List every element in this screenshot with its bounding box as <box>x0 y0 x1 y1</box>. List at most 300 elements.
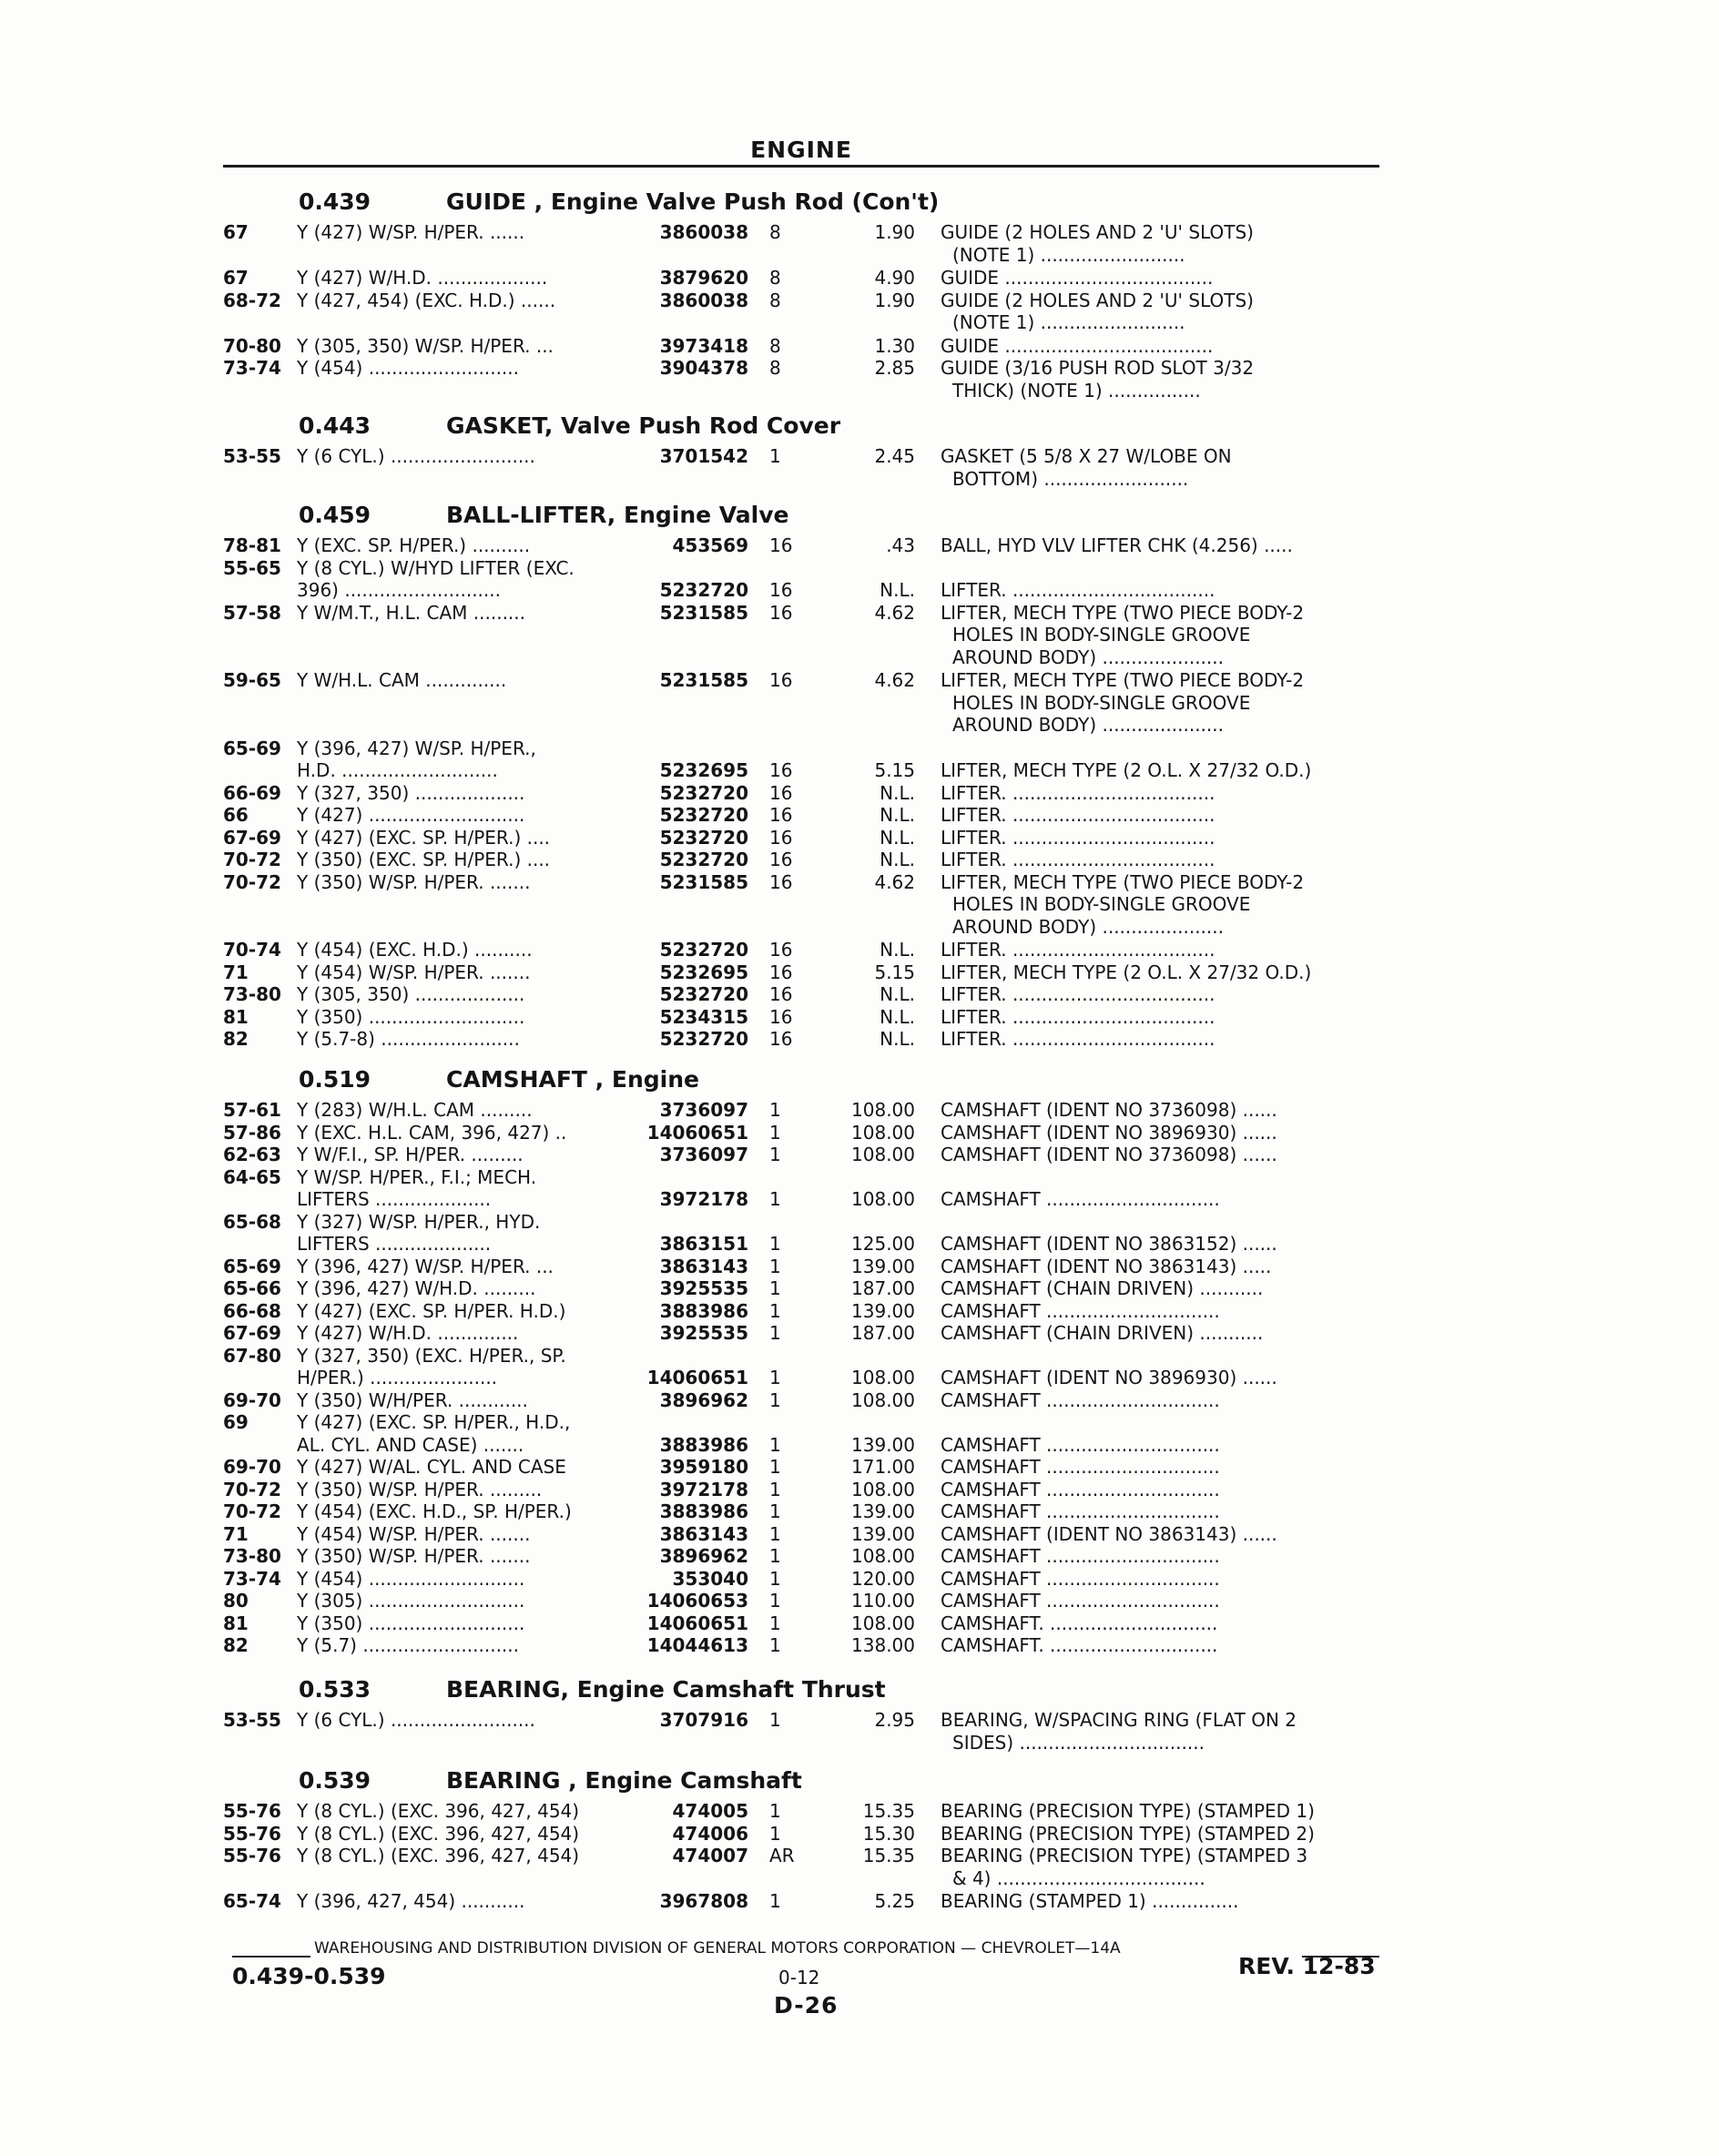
description: CAMSHAFT .............................. <box>941 1500 1220 1522</box>
description: CAMSHAFT .............................. <box>941 1188 1220 1210</box>
description-line <box>0 1522 1719 1546</box>
model-years: 65-68 <box>223 1210 281 1233</box>
part-number: 14060651 <box>646 1121 748 1144</box>
section-number: 0.519 <box>299 1066 371 1093</box>
description-line <box>0 1433 1719 1457</box>
model-years: 73-74 <box>223 357 281 379</box>
quantity: 16 <box>769 961 793 983</box>
description: LIFTER. ................................... <box>941 849 1216 870</box>
description: BEARING (PRECISION TYPE) (STAMPED 3 <box>941 1845 1308 1866</box>
application: Y (6 CYL.) ......................... <box>297 445 535 467</box>
part-number: 5232695 <box>659 961 748 983</box>
part-number: 3925535 <box>659 1277 748 1299</box>
list-price: 108.00 <box>851 1099 915 1121</box>
part-number: 3736097 <box>659 1144 748 1165</box>
application: Y (327, 350) (EXC. H/PER., SP. <box>297 1344 566 1367</box>
application: Y (427) (EXC. SP. H/PER.) .... <box>297 826 551 849</box>
model-years: 70-72 <box>223 849 281 870</box>
quantity: 1 <box>769 1255 781 1277</box>
quantity: 1 <box>769 1709 781 1731</box>
description-line <box>0 1187 1719 1211</box>
model-years: 66-69 <box>223 781 281 804</box>
description: LIFTER. ................................... <box>941 939 1216 961</box>
description-line <box>0 1889 1719 1913</box>
description-line <box>0 356 1719 380</box>
application: Y (427) W/AL. CYL. AND CASE <box>297 1456 566 1478</box>
parts-row <box>0 1344 1719 1368</box>
description-line <box>0 982 1719 1006</box>
list-price: 139.00 <box>851 1299 915 1322</box>
quantity: 1 <box>769 1634 781 1656</box>
list-price: 4.62 <box>874 601 915 624</box>
part-number: 5234315 <box>659 1005 748 1028</box>
list-price: 187.00 <box>851 1322 915 1344</box>
list-price: 15.30 <box>862 1822 915 1845</box>
application: LIFTERS .................... <box>297 1188 492 1210</box>
description: LIFTER. ................................... <box>941 983 1216 1005</box>
description-line <box>0 1143 1719 1166</box>
description: CAMSHAFT (IDENT NO 3896930) ...... <box>941 1121 1277 1144</box>
part-number: 5232720 <box>659 804 748 826</box>
list-price: 108.00 <box>851 1545 915 1567</box>
application: Y (427, 454) (EXC. H.D.) ...... <box>297 289 556 311</box>
section-header <box>0 412 1719 441</box>
description: GASKET (5 5/8 X 27 W/LOBE ON <box>941 445 1232 467</box>
part-number: 3863143 <box>659 1255 748 1277</box>
part-number: 3904378 <box>659 357 748 379</box>
description-line <box>0 646 1719 669</box>
description-line <box>0 691 1719 715</box>
description: LIFTER, MECH TYPE (TWO PIECE BODY-2 <box>941 870 1305 893</box>
description: LIFTER, MECH TYPE (2 O.L. X 27/32 O.D.) <box>941 961 1312 983</box>
application: Y (427) ........................... <box>297 804 525 826</box>
description: SIDES) ................................ <box>952 1731 1205 1754</box>
description: HOLES IN BODY-SINGLE GROOVE <box>952 691 1251 714</box>
description: THICK) (NOTE 1) ................ <box>952 379 1201 402</box>
part-number: 3860038 <box>659 289 748 311</box>
part-number: 5231585 <box>659 669 748 691</box>
list-price: 1.90 <box>874 221 915 243</box>
list-price: 108.00 <box>851 1478 915 1500</box>
description-line <box>0 467 1719 491</box>
application: Y (327) W/SP. H/PER., HYD. <box>297 1210 541 1233</box>
description: HOLES IN BODY-SINGLE GROOVE <box>952 893 1251 915</box>
application: Y (5.7-8) ........................ <box>297 1028 520 1050</box>
description: GUIDE (2 HOLES AND 2 'U' SLOTS) <box>941 289 1254 311</box>
description-line <box>0 534 1719 557</box>
description-line <box>0 1255 1719 1278</box>
application: Y (350) ........................... <box>297 1005 525 1028</box>
quantity: 1 <box>769 1890 781 1912</box>
application: Y (5.7) ........................... <box>297 1634 519 1656</box>
quantity: 1 <box>769 1567 781 1590</box>
application: Y (427) (EXC. SP. H/PER. H.D.) <box>297 1299 566 1322</box>
model-years: 64-65 <box>223 1165 281 1188</box>
description-line <box>0 1589 1719 1612</box>
quantity: 1 <box>769 1367 781 1388</box>
description-line <box>0 938 1719 961</box>
description-line <box>0 379 1719 402</box>
model-years: 73-80 <box>223 983 281 1005</box>
description-line <box>0 668 1719 692</box>
application: Y (427) W/SP. H/PER. ...... <box>297 221 525 243</box>
quantity: 16 <box>769 983 793 1005</box>
description: CAMSHAFT (IDENT NO 3863143) ..... <box>941 1255 1272 1277</box>
quantity: 16 <box>769 669 793 691</box>
quantity: 1 <box>769 1800 781 1822</box>
part-number: 3967808 <box>659 1890 748 1912</box>
application: Y W/SP. H/PER., F.I.; MECH. <box>297 1165 537 1188</box>
model-years: 57-58 <box>223 601 281 624</box>
list-price: .43 <box>886 534 915 556</box>
quantity: 16 <box>769 939 793 961</box>
description-line <box>0 1708 1719 1732</box>
section-number: 0.443 <box>299 412 371 439</box>
application: H/PER.) ...................... <box>297 1367 498 1388</box>
quantity: 16 <box>769 781 793 804</box>
model-years: 67-69 <box>223 1322 281 1344</box>
model-years: 66 <box>223 804 249 826</box>
description: BEARING (STAMPED 1) ............... <box>941 1890 1239 1912</box>
application: Y W/H.L. CAM .............. <box>297 669 507 691</box>
quantity: 1 <box>769 1456 781 1478</box>
model-years: 68-72 <box>223 289 281 311</box>
model-years: 66-68 <box>223 1299 281 1322</box>
header-rule <box>223 165 1379 168</box>
section-header <box>0 1065 1719 1094</box>
parts-row <box>0 556 1719 580</box>
model-years: 65-66 <box>223 1277 281 1299</box>
application: Y (396, 427) W/H.D. ......... <box>297 1277 536 1299</box>
section-number: 0.533 <box>299 1676 371 1703</box>
description-line <box>0 961 1719 984</box>
description-line <box>0 1005 1719 1029</box>
application: Y (EXC. SP. H/PER.) .......... <box>297 534 531 556</box>
description: CAMSHAFT (IDENT NO 3863143) ...... <box>941 1522 1277 1545</box>
model-years: 55-65 <box>223 556 281 579</box>
parts-row <box>0 1165 1719 1189</box>
part-number: 14044613 <box>646 1634 748 1656</box>
model-years: 81 <box>223 1005 249 1028</box>
part-number: 474007 <box>672 1845 748 1866</box>
quantity: 1 <box>769 1612 781 1634</box>
list-price: 108.00 <box>851 1367 915 1388</box>
application: Y (8 CYL.) (EXC. 396, 427, 454) <box>297 1822 580 1845</box>
model-years: 69 <box>223 1411 249 1433</box>
application: Y (427) (EXC. SP. H/PER., H.D., <box>297 1411 571 1433</box>
list-price: 15.35 <box>862 1800 915 1822</box>
parts-row <box>0 737 1719 760</box>
description-line <box>0 781 1719 805</box>
quantity: 1 <box>769 1545 781 1567</box>
part-number: 3707916 <box>659 1709 748 1731</box>
quantity: 16 <box>769 804 793 826</box>
application: Y (454) .......................... <box>297 357 520 379</box>
list-price: 125.00 <box>851 1233 915 1255</box>
part-number: 5231585 <box>659 870 748 893</box>
quantity: 1 <box>769 1822 781 1845</box>
model-years: 65-69 <box>223 1255 281 1277</box>
part-number: 5232720 <box>659 849 748 870</box>
list-price: 138.00 <box>851 1634 915 1656</box>
description-line <box>0 310 1719 334</box>
part-number: 5232720 <box>659 939 748 961</box>
list-price: N.L. <box>880 983 915 1005</box>
description: CAMSHAFT .............................. <box>941 1567 1220 1590</box>
description: GUIDE .................................... <box>941 334 1214 357</box>
quantity: 16 <box>769 826 793 849</box>
description: CAMSHAFT .............................. <box>941 1388 1220 1411</box>
footer-group-range: 0.439-0.539 <box>232 1963 386 1989</box>
part-number: 3973418 <box>659 334 748 357</box>
description-line <box>0 1731 1719 1754</box>
description-line <box>0 1121 1719 1144</box>
part-number: 5232720 <box>659 1028 748 1050</box>
page-title: ENGINE <box>750 137 852 163</box>
quantity: 1 <box>769 1099 781 1121</box>
application: Y (8 CYL.) (EXC. 396, 427, 454) <box>297 1845 580 1866</box>
quantity: 16 <box>769 870 793 893</box>
description-line <box>0 870 1719 894</box>
part-number: 3925535 <box>659 1322 748 1344</box>
section-header <box>0 501 1719 530</box>
quantity: 1 <box>769 1433 781 1456</box>
description: BEARING, W/SPACING RING (FLAT ON 2 <box>941 1709 1297 1731</box>
application: Y (283) W/H.L. CAM ......... <box>297 1099 533 1121</box>
description-line <box>0 892 1719 916</box>
application: Y (8 CYL.) W/HYD LIFTER (EXC. <box>297 556 575 579</box>
model-years: 73-80 <box>223 1545 281 1567</box>
description: CAMSHAFT .............................. <box>941 1299 1220 1322</box>
description: CAMSHAFT .............................. <box>941 1590 1220 1612</box>
part-number: 5232720 <box>659 983 748 1005</box>
part-number: 453569 <box>672 534 748 556</box>
quantity: 16 <box>769 1028 793 1050</box>
parts-row <box>0 1210 1719 1234</box>
description: (NOTE 1) ......................... <box>952 243 1185 266</box>
application: Y (350) W/SP. H/PER. ......... <box>297 1478 543 1500</box>
description: (NOTE 1) ......................... <box>952 311 1185 333</box>
description-line <box>0 601 1719 625</box>
list-price: 139.00 <box>851 1500 915 1522</box>
list-price: N.L. <box>880 804 915 826</box>
description-line <box>0 1276 1719 1300</box>
description-line <box>0 1299 1719 1323</box>
application: Y W/F.I., SP. H/PER. ......... <box>297 1144 524 1165</box>
description: AROUND BODY) ..................... <box>952 646 1224 668</box>
application: AL. CYL. AND CASE) ....... <box>297 1433 524 1456</box>
part-number: 5232695 <box>659 759 748 781</box>
application: Y (454) W/SP. H/PER. ....... <box>297 961 531 983</box>
description: CAMSHAFT (IDENT NO 3736098) ...... <box>941 1144 1277 1165</box>
section-name: BALL-LIFTER, Engine Valve <box>446 502 789 528</box>
description: & 4) .................................... <box>952 1866 1205 1889</box>
application: 396) ........................... <box>297 579 501 601</box>
part-number: 5232720 <box>659 781 748 804</box>
application: Y (396, 427, 454) ........... <box>297 1890 525 1912</box>
quantity: 1 <box>769 1188 781 1210</box>
list-price: 5.15 <box>874 759 915 781</box>
description-line <box>0 1478 1719 1501</box>
part-number: 5232720 <box>659 579 748 601</box>
parts-row <box>0 1410 1719 1434</box>
application: Y (8 CYL.) (EXC. 396, 427, 454) <box>297 1800 580 1822</box>
list-price: 120.00 <box>851 1567 915 1590</box>
model-years: 53-55 <box>223 1709 281 1731</box>
footer-revision: REV. 12-83 <box>1238 1953 1376 1979</box>
section-number: 0.459 <box>299 502 371 528</box>
application: Y (305) ........................... <box>297 1590 525 1612</box>
description: CAMSHAFT .............................. <box>941 1545 1220 1567</box>
part-number: 3883986 <box>659 1299 748 1322</box>
part-number: 3883986 <box>659 1433 748 1456</box>
description-line <box>0 915 1719 939</box>
model-years: 70-74 <box>223 939 281 961</box>
description: LIFTER. ................................... <box>941 1028 1216 1050</box>
model-years: 70-80 <box>223 334 281 357</box>
section-header <box>0 1766 1719 1795</box>
model-years: 82 <box>223 1028 249 1050</box>
section-name: CAMSHAFT , Engine <box>446 1066 699 1093</box>
part-number: 14060651 <box>646 1612 748 1634</box>
section-number: 0.439 <box>299 188 371 215</box>
description-line <box>0 1633 1719 1657</box>
quantity: 16 <box>769 534 793 556</box>
quantity: 8 <box>769 289 781 311</box>
model-years: 55-76 <box>223 1800 281 1822</box>
page-number: D-26 <box>774 1992 839 2019</box>
list-price: 4.62 <box>874 870 915 893</box>
part-number: 14060653 <box>646 1590 748 1612</box>
description-line <box>0 1567 1719 1591</box>
list-price: 1.90 <box>874 289 915 311</box>
quantity: 8 <box>769 334 781 357</box>
quantity: 1 <box>769 1500 781 1522</box>
list-price: 139.00 <box>851 1433 915 1456</box>
application: Y (327, 350) ................... <box>297 781 525 804</box>
description: BEARING (PRECISION TYPE) (STAMPED 2) <box>941 1822 1315 1845</box>
application: Y (350) W/H/PER. ............ <box>297 1388 528 1411</box>
description-line <box>0 1455 1719 1479</box>
model-years: 71 <box>223 961 249 983</box>
quantity: AR <box>769 1845 795 1866</box>
list-price: 5.15 <box>874 961 915 983</box>
quantity: 8 <box>769 267 781 289</box>
list-price: N.L. <box>880 1028 915 1050</box>
model-years: 80 <box>223 1590 249 1612</box>
list-price: 108.00 <box>851 1388 915 1411</box>
model-years: 78-81 <box>223 534 281 556</box>
description-line <box>0 289 1719 312</box>
application: H.D. ........................... <box>297 759 498 781</box>
model-years: 65-74 <box>223 1890 281 1912</box>
model-years: 67-69 <box>223 826 281 849</box>
model-years: 55-76 <box>223 1822 281 1845</box>
quantity: 1 <box>769 1522 781 1545</box>
application: Y (396, 427) W/SP. H/PER., <box>297 737 536 759</box>
description-line <box>0 1098 1719 1122</box>
description: LIFTER. ................................... <box>941 1005 1216 1028</box>
model-years: 53-55 <box>223 445 281 467</box>
description: LIFTER. ................................... <box>941 781 1216 804</box>
model-years: 70-72 <box>223 870 281 893</box>
description: LIFTER. ................................... <box>941 579 1216 601</box>
description-line <box>0 713 1719 737</box>
description-line <box>0 1612 1719 1635</box>
description: CAMSHAFT .............................. <box>941 1456 1220 1478</box>
model-years: 67-80 <box>223 1344 281 1367</box>
quantity: 16 <box>769 579 793 601</box>
application: Y (EXC. H.L. CAM, 396, 427) .. <box>297 1121 567 1144</box>
description-line <box>0 578 1719 602</box>
description: CAMSHAFT. ............................. <box>941 1634 1218 1656</box>
application: Y (454) ........................... <box>297 1567 525 1590</box>
model-years: 70-72 <box>223 1500 281 1522</box>
part-number: 3972178 <box>659 1188 748 1210</box>
description-line <box>0 826 1719 849</box>
description-line <box>0 803 1719 827</box>
model-years: 65-69 <box>223 737 281 759</box>
quantity: 1 <box>769 1144 781 1165</box>
description: AROUND BODY) ..................... <box>952 915 1224 938</box>
list-price: 110.00 <box>851 1590 915 1612</box>
application: Y (350) W/SP. H/PER. ....... <box>297 870 531 893</box>
application: Y (396, 427) W/SP. H/PER. ... <box>297 1255 554 1277</box>
part-number: 3701542 <box>659 445 748 467</box>
part-number: 3860038 <box>659 221 748 243</box>
description-line <box>0 1799 1719 1823</box>
quantity: 8 <box>769 357 781 379</box>
application: Y (305, 350) ................... <box>297 983 525 1005</box>
model-years: 55-76 <box>223 1845 281 1866</box>
quantity: 8 <box>769 221 781 243</box>
model-years: 69-70 <box>223 1388 281 1411</box>
application: LIFTERS .................... <box>297 1233 492 1255</box>
part-number: 3879620 <box>659 267 748 289</box>
part-number: 3896962 <box>659 1545 748 1567</box>
description: GUIDE .................................... <box>941 267 1214 289</box>
quantity: 16 <box>769 601 793 624</box>
quantity: 1 <box>769 1590 781 1612</box>
description-line <box>0 1321 1719 1345</box>
description: CAMSHAFT (CHAIN DRIVEN) ........... <box>941 1277 1264 1299</box>
description: CAMSHAFT .............................. <box>941 1433 1220 1456</box>
description: BOTTOM) ......................... <box>952 467 1189 490</box>
quantity: 1 <box>769 445 781 467</box>
description-line <box>0 623 1719 646</box>
description-line <box>0 1844 1719 1867</box>
model-years: 70-72 <box>223 1478 281 1500</box>
model-years: 81 <box>223 1612 249 1634</box>
list-price: N.L. <box>880 849 915 870</box>
model-years: 67 <box>223 221 249 243</box>
footer-rule-left <box>232 1956 310 1958</box>
list-price: N.L. <box>880 939 915 961</box>
description: HOLES IN BODY-SINGLE GROOVE <box>952 624 1251 646</box>
quantity: 16 <box>769 1005 793 1028</box>
model-years: 62-63 <box>223 1144 281 1165</box>
part-number: 3883986 <box>659 1500 748 1522</box>
application: Y (305, 350) W/SP. H/PER. ... <box>297 334 554 357</box>
section-header <box>0 188 1719 217</box>
description: LIFTER, MECH TYPE (2 O.L. X 27/32 O.D.) <box>941 759 1312 781</box>
quantity: 1 <box>769 1388 781 1411</box>
list-price: 108.00 <box>851 1144 915 1165</box>
description-line <box>0 266 1719 290</box>
list-price: 2.45 <box>874 445 915 467</box>
application: Y (350) (EXC. SP. H/PER.) .... <box>297 849 551 870</box>
list-price: 139.00 <box>851 1255 915 1277</box>
